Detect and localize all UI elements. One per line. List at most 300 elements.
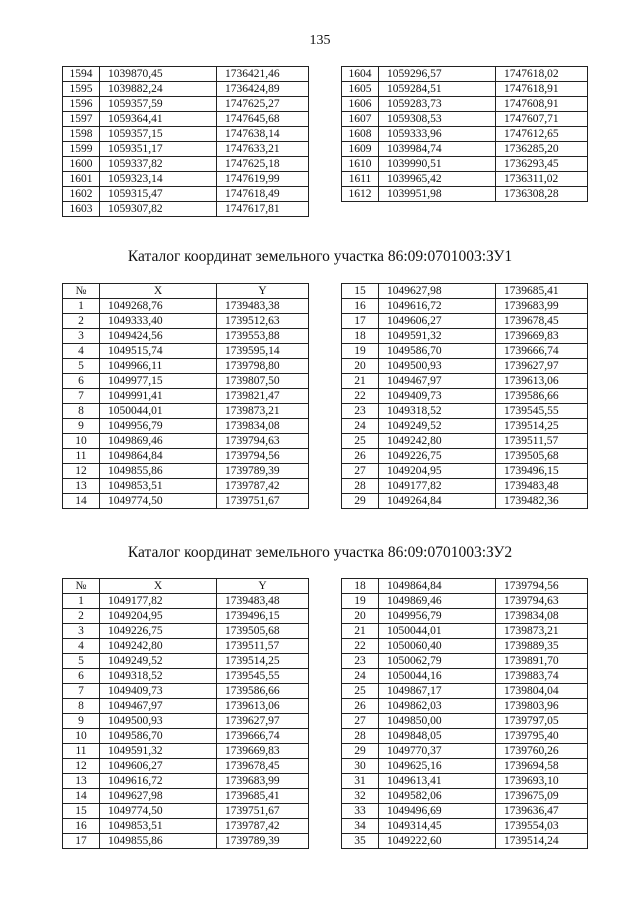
- y-coordinate-cell: 1747618,91: [496, 82, 588, 97]
- point-number-cell: 10: [63, 434, 100, 449]
- y-coordinate-cell: 1739514,25: [217, 654, 309, 669]
- y-coordinate-cell: 1739545,55: [217, 669, 309, 684]
- table-row: [63, 804, 309, 819]
- x-coordinate-cell: 1049409,73: [100, 684, 217, 699]
- table-row: [342, 699, 588, 714]
- table-row: [63, 789, 309, 804]
- x-coordinate-cell: 1049606,27: [379, 314, 496, 329]
- point-number-cell: 1599: [63, 142, 100, 157]
- x-coordinate-cell: 1049869,46: [100, 434, 217, 449]
- x-coordinate-cell: 1049424,56: [100, 329, 217, 344]
- table-row: [63, 624, 309, 639]
- y-coordinate-cell: 1736285,20: [496, 142, 588, 157]
- column-header-number: №: [63, 284, 100, 299]
- y-coordinate-cell: 1736293,45: [496, 157, 588, 172]
- table-row: [342, 419, 588, 434]
- y-coordinate-cell: 1739613,06: [496, 374, 588, 389]
- x-coordinate-cell: 1049226,75: [100, 624, 217, 639]
- y-coordinate-cell: 1739787,42: [217, 479, 309, 494]
- y-coordinate-cell: 1739794,63: [217, 434, 309, 449]
- x-coordinate-cell: 1059284,51: [379, 82, 496, 97]
- point-number-cell: 3: [63, 624, 100, 639]
- y-coordinate-cell: 1739683,99: [217, 774, 309, 789]
- table-row: [342, 639, 588, 654]
- point-number-cell: 1595: [63, 82, 100, 97]
- x-coordinate-cell: 1049853,51: [100, 819, 217, 834]
- point-number-cell: 23: [342, 654, 379, 669]
- point-number-cell: 16: [342, 299, 379, 314]
- point-number-cell: 17: [63, 834, 100, 849]
- coords-table-zu2-right: [341, 578, 588, 849]
- point-number-cell: 1607: [342, 112, 379, 127]
- y-coordinate-cell: 1747625,27: [217, 97, 309, 112]
- point-number-cell: 8: [63, 699, 100, 714]
- x-coordinate-cell: 1049467,97: [100, 699, 217, 714]
- x-coordinate-cell: 1049862,03: [379, 699, 496, 714]
- point-number-cell: 11: [63, 744, 100, 759]
- y-coordinate-cell: 1739554,03: [496, 819, 588, 834]
- y-coordinate-cell: 1747645,68: [217, 112, 309, 127]
- y-coordinate-cell: 1736308,28: [496, 187, 588, 202]
- point-number-cell: 25: [342, 684, 379, 699]
- y-coordinate-cell: 1736311,02: [496, 172, 588, 187]
- point-number-cell: 12: [63, 759, 100, 774]
- table-row: [342, 157, 588, 172]
- table-row: [342, 404, 588, 419]
- table-row: [63, 82, 309, 97]
- x-coordinate-cell: 1049774,50: [100, 804, 217, 819]
- x-coordinate-cell: 1049222,60: [379, 834, 496, 849]
- x-coordinate-cell: 1050044,01: [100, 404, 217, 419]
- table-row: [342, 714, 588, 729]
- table-row: [63, 714, 309, 729]
- y-coordinate-cell: 1739483,48: [217, 594, 309, 609]
- x-coordinate-cell: 1059337,82: [100, 157, 217, 172]
- table-row: [342, 299, 588, 314]
- x-coordinate-cell: 1049616,72: [379, 299, 496, 314]
- y-coordinate-cell: 1747633,21: [217, 142, 309, 157]
- table-row: [63, 97, 309, 112]
- table-row: [63, 389, 309, 404]
- x-coordinate-cell: 1049855,86: [100, 464, 217, 479]
- table-row: [342, 464, 588, 479]
- point-number-cell: 18: [342, 329, 379, 344]
- x-coordinate-cell: 1049204,95: [100, 609, 217, 624]
- y-coordinate-cell: 1739794,63: [496, 594, 588, 609]
- x-coordinate-cell: 1049333,40: [100, 314, 217, 329]
- x-coordinate-cell: 1049869,46: [379, 594, 496, 609]
- x-coordinate-cell: 1049249,52: [100, 654, 217, 669]
- table-row: [63, 819, 309, 834]
- table-row: [342, 284, 588, 299]
- point-number-cell: 16: [63, 819, 100, 834]
- table-row: [342, 669, 588, 684]
- table-row: [342, 789, 588, 804]
- point-number-cell: 32: [342, 789, 379, 804]
- y-coordinate-cell: 1739483,38: [217, 299, 309, 314]
- point-number-cell: 28: [342, 479, 379, 494]
- column-header-number: №: [63, 579, 100, 594]
- x-coordinate-cell: 1049314,45: [379, 819, 496, 834]
- y-coordinate-cell: 1739666,74: [496, 344, 588, 359]
- x-coordinate-cell: 1049616,72: [100, 774, 217, 789]
- x-coordinate-cell: 1049515,74: [100, 344, 217, 359]
- x-coordinate-cell: 1049848,05: [379, 729, 496, 744]
- point-number-cell: 13: [63, 479, 100, 494]
- x-coordinate-cell: 1059296,57: [379, 67, 496, 82]
- point-number-cell: 15: [342, 284, 379, 299]
- table-row: [342, 594, 588, 609]
- point-number-cell: 33: [342, 804, 379, 819]
- x-coordinate-cell: 1049226,75: [379, 449, 496, 464]
- x-coordinate-cell: 1049586,70: [379, 344, 496, 359]
- y-coordinate-cell: 1747619,99: [217, 172, 309, 187]
- x-coordinate-cell: 1059357,15: [100, 127, 217, 142]
- y-coordinate-cell: 1739683,99: [496, 299, 588, 314]
- table-row: [342, 744, 588, 759]
- point-number-cell: 4: [63, 344, 100, 359]
- x-coordinate-cell: 1059308,53: [379, 112, 496, 127]
- point-number-cell: 18: [342, 579, 379, 594]
- point-number-cell: 1600: [63, 157, 100, 172]
- table-row: [342, 344, 588, 359]
- x-coordinate-cell: 1049177,82: [100, 594, 217, 609]
- point-number-cell: 8: [63, 404, 100, 419]
- table-row: [342, 142, 588, 157]
- y-coordinate-cell: 1739751,67: [217, 804, 309, 819]
- y-coordinate-cell: 1739666,74: [217, 729, 309, 744]
- point-number-cell: 5: [63, 654, 100, 669]
- point-number-cell: 7: [63, 389, 100, 404]
- point-number-cell: 1603: [63, 202, 100, 217]
- column-header-x: X: [100, 284, 217, 299]
- table-row: [63, 112, 309, 127]
- y-coordinate-cell: 1739627,97: [496, 359, 588, 374]
- point-number-cell: 28: [342, 729, 379, 744]
- y-coordinate-cell: 1739834,08: [496, 609, 588, 624]
- table-row: [342, 359, 588, 374]
- y-coordinate-cell: 1739821,47: [217, 389, 309, 404]
- point-number-cell: 15: [63, 804, 100, 819]
- table-row: [63, 127, 309, 142]
- x-coordinate-cell: 1049582,06: [379, 789, 496, 804]
- y-coordinate-cell: 1747617,81: [217, 202, 309, 217]
- table-row: [342, 82, 588, 97]
- point-number-cell: 5: [63, 359, 100, 374]
- x-coordinate-cell: 1049264,84: [379, 494, 496, 509]
- x-coordinate-cell: 1049242,80: [100, 639, 217, 654]
- table-row: [63, 329, 309, 344]
- table-row: [63, 157, 309, 172]
- table-row: [63, 404, 309, 419]
- y-coordinate-cell: 1739669,83: [217, 744, 309, 759]
- table-row: [63, 834, 309, 849]
- y-coordinate-cell: 1739678,45: [496, 314, 588, 329]
- x-coordinate-cell: 1049467,97: [379, 374, 496, 389]
- x-coordinate-cell: 1049268,76: [100, 299, 217, 314]
- y-coordinate-cell: 1739891,70: [496, 654, 588, 669]
- x-coordinate-cell: 1049586,70: [100, 729, 217, 744]
- table-row: [63, 464, 309, 479]
- y-coordinate-cell: 1739586,66: [217, 684, 309, 699]
- y-coordinate-cell: 1739512,63: [217, 314, 309, 329]
- table-row: [342, 434, 588, 449]
- point-number-cell: 14: [63, 494, 100, 509]
- point-number-cell: 14: [63, 789, 100, 804]
- y-coordinate-cell: 1739834,08: [217, 419, 309, 434]
- x-coordinate-cell: 1049627,98: [379, 284, 496, 299]
- y-coordinate-cell: 1739873,21: [217, 404, 309, 419]
- table-row: [342, 579, 588, 594]
- y-coordinate-cell: 1739794,56: [217, 449, 309, 464]
- point-number-cell: 1: [63, 594, 100, 609]
- x-coordinate-cell: 1049864,84: [379, 579, 496, 594]
- coords-table-zu1-right: [341, 283, 588, 509]
- x-coordinate-cell: 1049864,84: [100, 449, 217, 464]
- column-header-y: Y: [217, 579, 309, 594]
- coords-table-top-right: [341, 66, 588, 202]
- point-number-cell: 6: [63, 374, 100, 389]
- y-coordinate-cell: 1747618,49: [217, 187, 309, 202]
- y-coordinate-cell: 1739807,50: [217, 374, 309, 389]
- y-coordinate-cell: 1739514,25: [496, 419, 588, 434]
- y-coordinate-cell: 1739669,83: [496, 329, 588, 344]
- table-row: [342, 624, 588, 639]
- x-coordinate-cell: 1049770,37: [379, 744, 496, 759]
- table-row: [342, 127, 588, 142]
- x-coordinate-cell: 1049853,51: [100, 479, 217, 494]
- point-number-cell: 1597: [63, 112, 100, 127]
- y-coordinate-cell: 1739794,56: [496, 579, 588, 594]
- point-number-cell: 1602: [63, 187, 100, 202]
- y-coordinate-cell: 1739883,74: [496, 669, 588, 684]
- x-coordinate-cell: 1049774,50: [100, 494, 217, 509]
- point-number-cell: 34: [342, 819, 379, 834]
- table-row: [342, 479, 588, 494]
- y-coordinate-cell: 1739505,68: [217, 624, 309, 639]
- y-coordinate-cell: 1739685,41: [217, 789, 309, 804]
- point-number-cell: 19: [342, 344, 379, 359]
- table-row: [342, 609, 588, 624]
- point-number-cell: 1604: [342, 67, 379, 82]
- table-row: [342, 112, 588, 127]
- x-coordinate-cell: 1059333,96: [379, 127, 496, 142]
- point-number-cell: 24: [342, 669, 379, 684]
- point-number-cell: 12: [63, 464, 100, 479]
- x-coordinate-cell: 1050044,16: [379, 669, 496, 684]
- table-row: [342, 804, 588, 819]
- y-coordinate-cell: 1739797,05: [496, 714, 588, 729]
- y-coordinate-cell: 1739496,15: [496, 464, 588, 479]
- y-coordinate-cell: 1747608,91: [496, 97, 588, 112]
- point-number-cell: 10: [63, 729, 100, 744]
- y-coordinate-cell: 1739511,57: [496, 434, 588, 449]
- point-number-cell: 4: [63, 639, 100, 654]
- y-coordinate-cell: 1739511,57: [217, 639, 309, 654]
- x-coordinate-cell: 1059357,59: [100, 97, 217, 112]
- table-row: [342, 97, 588, 112]
- y-coordinate-cell: 1739482,36: [496, 494, 588, 509]
- x-coordinate-cell: 1059364,41: [100, 112, 217, 127]
- table-row: [63, 479, 309, 494]
- table-row: [342, 759, 588, 774]
- table-row: [342, 67, 588, 82]
- y-coordinate-cell: 1739595,14: [217, 344, 309, 359]
- x-coordinate-cell: 1049966,11: [100, 359, 217, 374]
- x-coordinate-cell: 1039882,24: [100, 82, 217, 97]
- point-number-cell: 1608: [342, 127, 379, 142]
- x-coordinate-cell: 1049496,69: [379, 804, 496, 819]
- y-coordinate-cell: 1739675,09: [496, 789, 588, 804]
- page-number: 135: [309, 33, 331, 48]
- point-number-cell: 20: [342, 609, 379, 624]
- y-coordinate-cell: 1739787,42: [217, 819, 309, 834]
- point-number-cell: 1606: [342, 97, 379, 112]
- table-row: [63, 67, 309, 82]
- table-row: [63, 494, 309, 509]
- coords-table-zu1-left: [62, 283, 309, 509]
- y-coordinate-cell: 1739613,06: [217, 699, 309, 714]
- table-row: [342, 389, 588, 404]
- point-number-cell: 9: [63, 714, 100, 729]
- table-row: [342, 449, 588, 464]
- point-number-cell: 1605: [342, 82, 379, 97]
- x-coordinate-cell: 1039965,42: [379, 172, 496, 187]
- x-coordinate-cell: 1049204,95: [379, 464, 496, 479]
- x-coordinate-cell: 1050062,79: [379, 654, 496, 669]
- point-number-cell: 21: [342, 624, 379, 639]
- y-coordinate-cell: 1739873,21: [496, 624, 588, 639]
- y-coordinate-cell: 1739889,35: [496, 639, 588, 654]
- table-row: [63, 729, 309, 744]
- point-number-cell: 1598: [63, 127, 100, 142]
- point-number-cell: 29: [342, 744, 379, 759]
- y-coordinate-cell: 1739553,88: [217, 329, 309, 344]
- x-coordinate-cell: 1049855,86: [100, 834, 217, 849]
- table-row: [342, 834, 588, 849]
- point-number-cell: 22: [342, 389, 379, 404]
- x-coordinate-cell: 1049991,41: [100, 389, 217, 404]
- x-coordinate-cell: 1059315,47: [100, 187, 217, 202]
- y-coordinate-cell: 1739545,55: [496, 404, 588, 419]
- point-number-cell: 2: [63, 314, 100, 329]
- coords-table-top-left: [62, 66, 309, 217]
- y-coordinate-cell: 1739803,96: [496, 699, 588, 714]
- table-row: [63, 654, 309, 669]
- point-number-cell: 26: [342, 449, 379, 464]
- table-row: [63, 202, 309, 217]
- x-coordinate-cell: 1059323,14: [100, 172, 217, 187]
- y-coordinate-cell: 1739795,40: [496, 729, 588, 744]
- y-coordinate-cell: 1739678,45: [217, 759, 309, 774]
- table-row: [342, 654, 588, 669]
- table-row: [63, 684, 309, 699]
- x-coordinate-cell: 1050060,40: [379, 639, 496, 654]
- table-row: [342, 187, 588, 202]
- y-coordinate-cell: 1739804,04: [496, 684, 588, 699]
- point-number-cell: 27: [342, 714, 379, 729]
- point-number-cell: 21: [342, 374, 379, 389]
- x-coordinate-cell: 1049318,52: [379, 404, 496, 419]
- y-coordinate-cell: 1739694,58: [496, 759, 588, 774]
- table-row: [342, 729, 588, 744]
- point-number-cell: 3: [63, 329, 100, 344]
- point-number-cell: 1611: [342, 172, 379, 187]
- table-row: [63, 609, 309, 624]
- x-coordinate-cell: 1059351,17: [100, 142, 217, 157]
- x-coordinate-cell: 1049613,41: [379, 774, 496, 789]
- table-row: [342, 494, 588, 509]
- table-row: [63, 434, 309, 449]
- coords-table-zu2-left: [62, 578, 309, 849]
- y-coordinate-cell: 1739751,67: [217, 494, 309, 509]
- point-number-cell: 23: [342, 404, 379, 419]
- table-row: [342, 314, 588, 329]
- x-coordinate-cell: 1049956,79: [100, 419, 217, 434]
- point-number-cell: 7: [63, 684, 100, 699]
- x-coordinate-cell: 1050044,01: [379, 624, 496, 639]
- point-number-cell: 26: [342, 699, 379, 714]
- point-number-cell: 1612: [342, 187, 379, 202]
- point-number-cell: 1: [63, 299, 100, 314]
- x-coordinate-cell: 1049409,73: [379, 389, 496, 404]
- catalog-title-zu1: Каталог координат земельного участка 86:09:0701003:ЗУ1: [127, 248, 513, 265]
- table-row: [63, 699, 309, 714]
- x-coordinate-cell: 1049500,93: [100, 714, 217, 729]
- point-number-cell: 2: [63, 609, 100, 624]
- x-coordinate-cell: 1049249,52: [379, 419, 496, 434]
- y-coordinate-cell: 1739505,68: [496, 449, 588, 464]
- x-coordinate-cell: 1039951,98: [379, 187, 496, 202]
- y-coordinate-cell: 1739496,15: [217, 609, 309, 624]
- point-number-cell: 17: [342, 314, 379, 329]
- y-coordinate-cell: 1747618,02: [496, 67, 588, 82]
- point-number-cell: 27: [342, 464, 379, 479]
- point-number-cell: 20: [342, 359, 379, 374]
- y-coordinate-cell: 1736421,46: [217, 67, 309, 82]
- x-coordinate-cell: 1049177,82: [379, 479, 496, 494]
- point-number-cell: 29: [342, 494, 379, 509]
- table-row: [63, 344, 309, 359]
- x-coordinate-cell: 1049977,15: [100, 374, 217, 389]
- table-row: [63, 449, 309, 464]
- y-coordinate-cell: 1739789,39: [217, 834, 309, 849]
- point-number-cell: 13: [63, 774, 100, 789]
- y-coordinate-cell: 1739636,47: [496, 804, 588, 819]
- column-header-y: Y: [217, 284, 309, 299]
- y-coordinate-cell: 1739789,39: [217, 464, 309, 479]
- point-number-cell: 25: [342, 434, 379, 449]
- point-number-cell: 1594: [63, 67, 100, 82]
- point-number-cell: 22: [342, 639, 379, 654]
- point-number-cell: 1596: [63, 97, 100, 112]
- catalog-title-zu2: Каталог координат земельного участка 86:09:0701003:ЗУ2: [127, 544, 513, 561]
- table-row: [342, 774, 588, 789]
- x-coordinate-cell: 1049850,00: [379, 714, 496, 729]
- table-row: [63, 759, 309, 774]
- y-coordinate-cell: 1739514,24: [496, 834, 588, 849]
- y-coordinate-cell: 1739760,26: [496, 744, 588, 759]
- table-row: [63, 359, 309, 374]
- point-number-cell: 1609: [342, 142, 379, 157]
- table-row: [342, 819, 588, 834]
- point-number-cell: 1610: [342, 157, 379, 172]
- y-coordinate-cell: 1747625,18: [217, 157, 309, 172]
- point-number-cell: 24: [342, 419, 379, 434]
- table-row: [63, 187, 309, 202]
- table-row: [63, 374, 309, 389]
- x-coordinate-cell: 1049627,98: [100, 789, 217, 804]
